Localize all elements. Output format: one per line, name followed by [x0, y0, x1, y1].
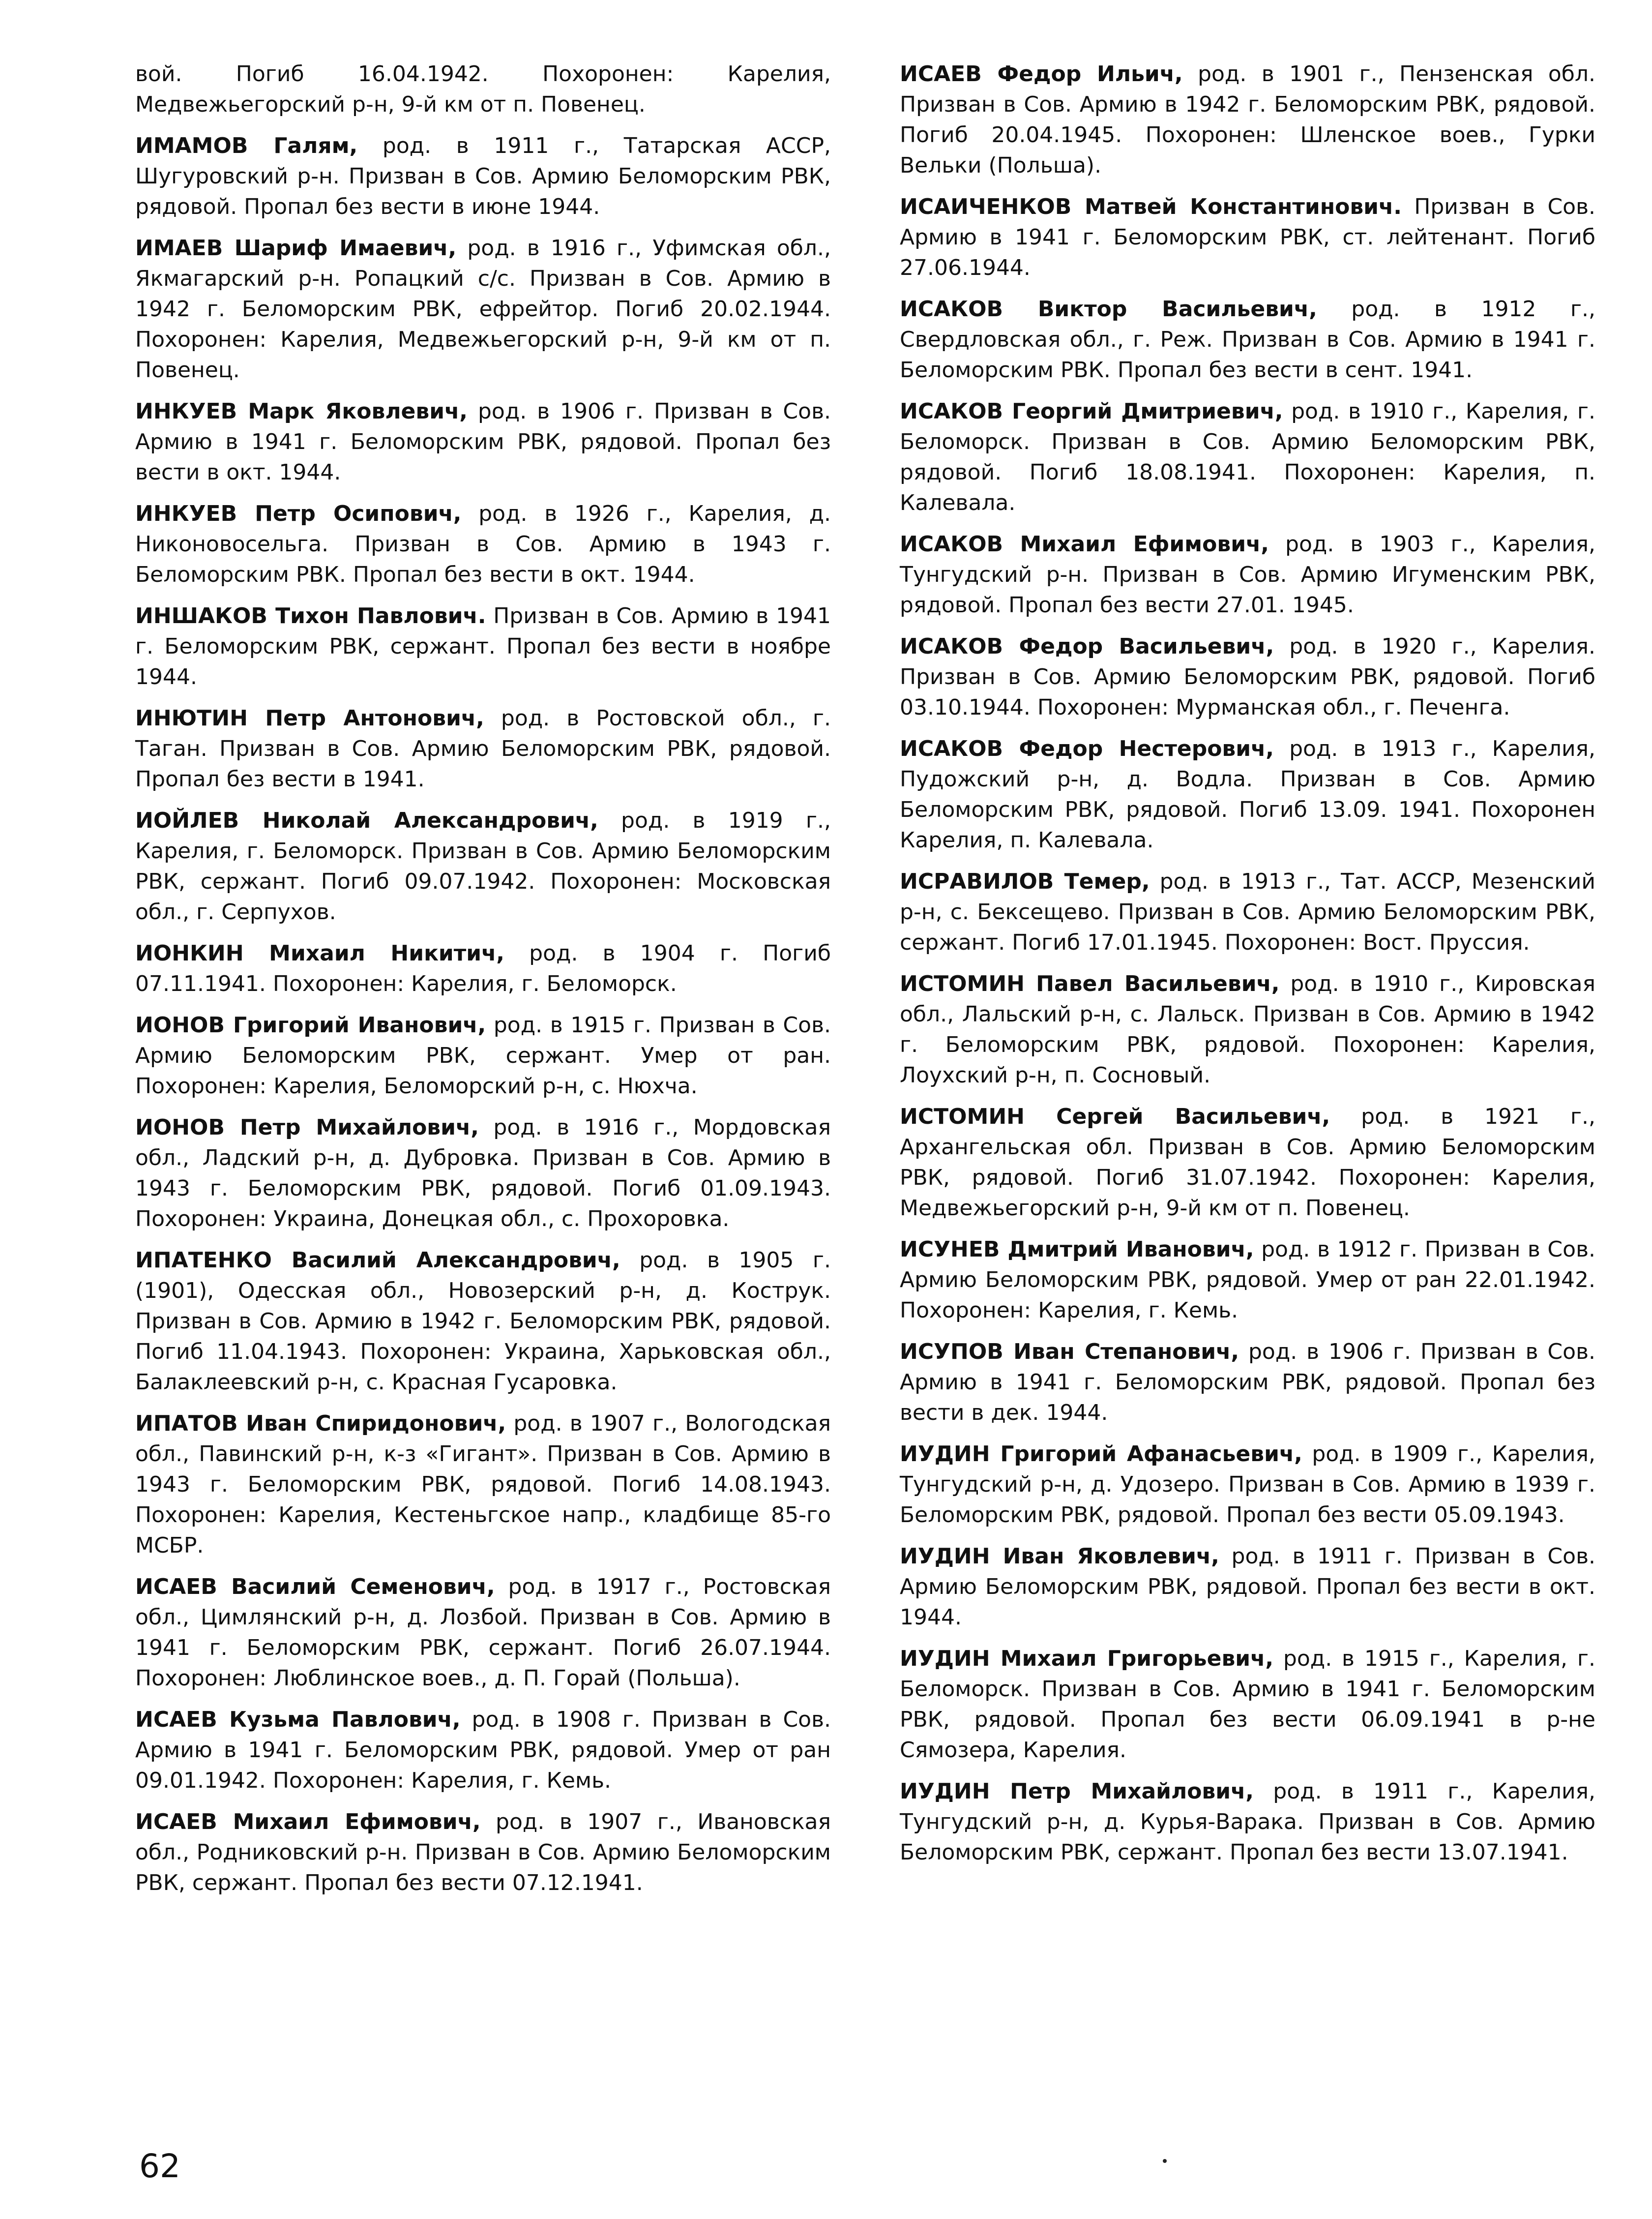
entry-text: род. в 1908 г. Призван в Сов. Армию в 1941 г. Беломорским РВК, рядовой. Умер от ран 09.01.1942. Похоронен: Карелия, г. Кемь. [135, 1707, 831, 1793]
memorial-entry [900, 192, 1595, 283]
memorial-entry [135, 1409, 831, 1561]
entry-text: род. в 1911 г. Призван в Сов. Армию Беломорским РВК, рядовой. Пропал без вести в окт. 1944. [900, 1544, 1595, 1630]
memorial-entry [135, 703, 831, 795]
memorial-entry [135, 233, 831, 386]
entry-text: род. в 1916 г., Уфимская обл., Якмагарский р-н. Ропацкий с/с. Призван в Сов. Армию в 1942 г. Беломорским РВК, ефрейтор. Погиб 20.02.1944. Похоронен: Карелия, Медвежьегорский р-н, 9-й км от п. Повенец. [135, 236, 831, 383]
entry-text: род. в 1921 г., Архангельская обл. Призван в Сов. Армию Беломорским РВК, рядовой. Погиб 31.07.1942. Похоронен: Карелия, Медвежьегорский р-н, 9-й км от п. Повенец. [900, 1104, 1595, 1221]
memorial-entry [900, 59, 1595, 181]
entry-name: ИНЮТИН Петр Антонович, [135, 706, 484, 731]
entry-text: род. в 1911 г., Татарская АССР, Шугуровский р-н. Призван в Сов. Армию Беломорским РВК, рядовой. Пропал без вести в июне 1944. [135, 133, 831, 219]
memorial-entry [135, 601, 831, 692]
entry-name: ИОНКИН Михаил Никитич, [135, 941, 505, 966]
entry-text: род. в Ростовской обл., г. Таган. Призван в Сов. Армию Беломорским РВК, рядовой. Пропал без вести в 1941. [135, 706, 831, 792]
page-number: 62 [139, 2147, 180, 2185]
entry-text: род. в 1911 г., Карелия, Тунгудский р-н, д. Курья-Варака. Призван в Сов. Армию Беломорским РВК, сержант. Пропал без вести 13.07.1941. [900, 1779, 1596, 1865]
memorial-entry [900, 1644, 1595, 1766]
entry-text: Призван в Сов. Армию в 1941 г. Беломорским РВК, сержант. Пропал без вести в ноябре 1944. [135, 603, 831, 690]
entry-text: род. в 1917 г., Ростовская обл., Цимлянский р-н, д. Лозбой. Призван в Сов. Армию в 1941 г. Беломорским РВК, сержант. Погиб 26.07.1944. Похоронен: Люблинское воев., д. П. Горай (Польша). [135, 1574, 831, 1691]
entry-text: род. в 1910 г., Кировская обл., Лальский р-н, с. Лальск. Призван в Сов. Армию в 1942 г. Беломорским РВК, рядовой. Похоронен: Карелия, Лоухский р-н, п. Сосновый. [900, 971, 1595, 1088]
entry-name: ИСРАВИЛОВ Темер, [900, 869, 1150, 894]
entry-name: ИНШАКОВ Тихон Павлович. [135, 603, 486, 629]
memorial-entry [900, 734, 1595, 856]
entry-text: род. в 1916 г., Мордовская обл., Ладский р-н, д. Дубровка. Призван в Сов. Армию в 1943 г. Беломорским РВК, рядовой. Погиб 01.09.1943. Похоронен: Украина, Донецкая обл., с. Прохоровка. [135, 1115, 831, 1231]
entry-text: род. в 1904 г. Погиб 07.11.1941. Похоронен: Карелия, г. Беломорск. [135, 941, 831, 996]
entry-name: ИМАМОВ Галям, [135, 133, 358, 158]
memorial-entry [900, 1776, 1595, 1868]
memorial-entry [900, 396, 1595, 518]
entry-text: род. в 1913 г., Тат. АССР, Мезенский р-н, с. Бексещево. Призван в Сов. Армию Беломорским РВК, сержант. Погиб 17.01.1945. Похоронен: Вост. Пруссия. [900, 869, 1595, 955]
memorial-entry [900, 631, 1595, 723]
entry-name: ИУДИН Петр Михайлович, [900, 1779, 1254, 1804]
memorial-entry [900, 969, 1595, 1091]
entry-text: вой. Погиб 16.04.1942. Похоронен: Карелия, Медвежьегорский р-н, 9-й км от п. Повенец. [135, 61, 831, 117]
right-column [900, 59, 1595, 1879]
entry-name: ИСТОМИН Павел Васильевич, [900, 971, 1280, 996]
entry-name: ИУДИН Михаил Григорьевич, [900, 1646, 1274, 1671]
entry-name: ИОЙЛЕВ Николай Александрович, [135, 808, 598, 833]
entry-name: ИСТОМИН Сергей Васильевич, [900, 1104, 1330, 1129]
left-column [135, 59, 831, 1909]
entry-name: ИСАЕВ Михаил Ефимович, [135, 1809, 481, 1834]
entry-text: род. в 1905 г. (1901), Одесская обл., Новозерский р-н, д. Кострук. Призван в Сов. Армию в 1942 г. Беломорским РВК, рядовой. Погиб 11.04.1943. Похоронен: Украина, Харьковская обл., Балаклеевский р-н, с. Красная Гусаровка. [135, 1248, 831, 1395]
memorial-entry [135, 1245, 831, 1398]
entry-text: род. в 1906 г. Призван в Сов. Армию в 1941 г. Беломорским РВК, рядовой. Пропал без вести в окт. 1944. [135, 399, 831, 485]
memorial-entry [135, 1010, 831, 1102]
entry-text: род. в 1920 г., Карелия. Призван в Сов. Армию Беломорским РВК, рядовой. Погиб 03.10.1944. Похоронен: Мурманская обл., г. Печенга. [900, 634, 1596, 720]
memorial-entry [900, 1102, 1595, 1224]
entry-text: род. в 1903 г., Карелия, Тунгудский р-н. Призван в Сов. Армию Игуменским РВК, рядовой. Пропал без вести 27.01. 1945. [900, 532, 1596, 618]
entry-text: род. в 1919 г., Карелия, г. Беломорск. Призван в Сов. Армию Беломорским РВК, сержант. Погиб 09.07.1942. Похоронен: Московская обл., г. Серпухов. [135, 808, 831, 925]
entry-text: Призван в Сов. Армию в 1941 г. Беломорским РВК, ст. лейтенант. Погиб 27.06.1944. [900, 194, 1596, 280]
entry-text: род. в 1915 г. Призван в Сов. Армию Беломорским РВК, сержант. Умер от ран. Похоронен: Карелия, Беломорский р-н, с. Нюхча. [135, 1013, 831, 1099]
memorial-entry [135, 938, 831, 999]
entry-text: род. в 1909 г., Карелия, Тунгудский р-н, д. Удозеро. Призван в Сов. Армию в 1939 г. Беломорским РВК, рядовой. Пропал без вести 05.09.1943. [900, 1441, 1596, 1528]
memorial-entry [900, 294, 1595, 386]
entry-text: род. в 1926 г., Карелия, д. Никоновосельга. Призван в Сов. Армию в 1943 г. Беломорским РВК. Пропал без вести в окт. 1944. [135, 501, 831, 587]
entry-name: ИСАЕВ Федор Ильич, [900, 61, 1183, 87]
entry-name: ИПАТЕНКО Василий Александрович, [135, 1248, 620, 1273]
memorial-entry [135, 59, 831, 120]
entry-name: ИОНОВ Петр Михайлович, [135, 1115, 479, 1140]
memorial-entry [900, 867, 1595, 958]
entry-name: ИМАЕВ Шариф Имаевич, [135, 236, 457, 261]
entry-text: род. в 1912 г., Свердловская обл., г. Реж. Призван в Сов. Армию в 1941 г. Беломорским РВК. Пропал без вести в сент. 1941. [900, 297, 1595, 383]
memorial-entry [135, 806, 831, 928]
entry-name: ИПАТОВ Иван Спиридонович, [135, 1411, 506, 1436]
entry-name: ИСАКОВ Федор Васильевич, [900, 634, 1274, 659]
entry-name: ИСАЕВ Василий Семенович, [135, 1574, 495, 1599]
entry-text: род. в 1912 г. Призван в Сов. Армию Беломорским РВК, рядовой. Умер от ран 22.01.1942. Похоронен: Карелия, г. Кемь. [900, 1237, 1595, 1323]
entry-name: ИОНОВ Григорий Иванович, [135, 1013, 486, 1038]
entry-name: ИСАЕВ Кузьма Павлович, [135, 1707, 461, 1732]
entry-text: род. в 1907 г., Ивановская обл., Родниковский р-н. Призван в Сов. Армию Беломорским РВК, сержант. Пропал без вести 07.12.1941. [135, 1809, 831, 1895]
entry-name: ИУДИН Иван Яковлевич, [900, 1544, 1219, 1569]
entry-text: род. в 1901 г., Пензенская обл. Призван в Сов. Армию в 1942 г. Беломорским РВК, рядовой. Погиб 20.04.1945. Похоронен: Шленское воев., Гурки Вельки (Польша). [900, 61, 1595, 178]
memorial-entry [135, 1112, 831, 1234]
memorial-entry [900, 529, 1595, 621]
print-speck [1163, 2159, 1167, 2163]
entry-text: род. в 1915 г., Карелия, г. Беломорск. Призван в Сов. Армию в 1941 г. Беломорским РВК, рядовой. Пропал без вести 06.09.1941 в р-не Сямозера, Карелия. [900, 1646, 1595, 1763]
memorial-entry [135, 396, 831, 488]
memorial-entry [135, 499, 831, 590]
memorial-entry [900, 1541, 1595, 1633]
memorial-entry [135, 131, 831, 222]
memorial-entry [900, 1234, 1595, 1326]
entry-text: род. в 1907 г., Вологодская обл., Павинский р-н, к-з «Гигант». Призван в Сов. Армию в 1943 г. Беломорским РВК, рядовой. Погиб 14.08.1943. Похоронен: Карелия, Кестеньгское напр., кладбище 85-го МСБР. [135, 1411, 831, 1558]
entry-name: ИНКУЕВ Марк Яковлевич, [135, 399, 468, 424]
entry-name: ИСУПОВ Иван Степанович, [900, 1339, 1239, 1364]
entry-name: ИСАКОВ Федор Нестерович, [900, 736, 1274, 761]
entry-name: ИСУНЕВ Дмитрий Иванович, [900, 1237, 1254, 1262]
memorial-entry [135, 1807, 831, 1898]
memorial-entry [900, 1439, 1595, 1530]
memorial-entry [135, 1572, 831, 1694]
entry-text: род. в 1906 г. Призван в Сов. Армию в 1941 г. Беломорским РВК, рядовой. Пропал без вести в дек. 1944. [900, 1339, 1595, 1425]
entry-name: ИСАКОВ Георгий Дмитриевич, [900, 399, 1283, 424]
entry-name: ИСАКОВ Михаил Ефимович, [900, 532, 1269, 557]
entry-text: род. в 1910 г., Карелия, г. Беломорск. Призван в Сов. Армию Беломорским РВК, рядовой. Погиб 18.08.1941. Похоронен: Карелия, п. Калевала. [900, 399, 1595, 515]
entry-name: ИУДИН Григорий Афанасьевич, [900, 1441, 1302, 1467]
memorial-entry [900, 1337, 1595, 1428]
memorial-entry [135, 1705, 831, 1796]
entry-text: род. в 1913 г., Карелия, Пудожский р-н, д. Водла. Призван в Сов. Армию Беломорским РВК, рядовой. Погиб 13.09. 1941. Похоронен Карелия, п. Калевала. [900, 736, 1596, 853]
entry-name: ИСАИЧЕНКОВ Матвей Константинович. [900, 194, 1402, 219]
entry-name: ИСАКОВ Виктор Васильевич, [900, 297, 1317, 322]
entry-name: ИНКУЕВ Петр Осипович, [135, 501, 462, 526]
